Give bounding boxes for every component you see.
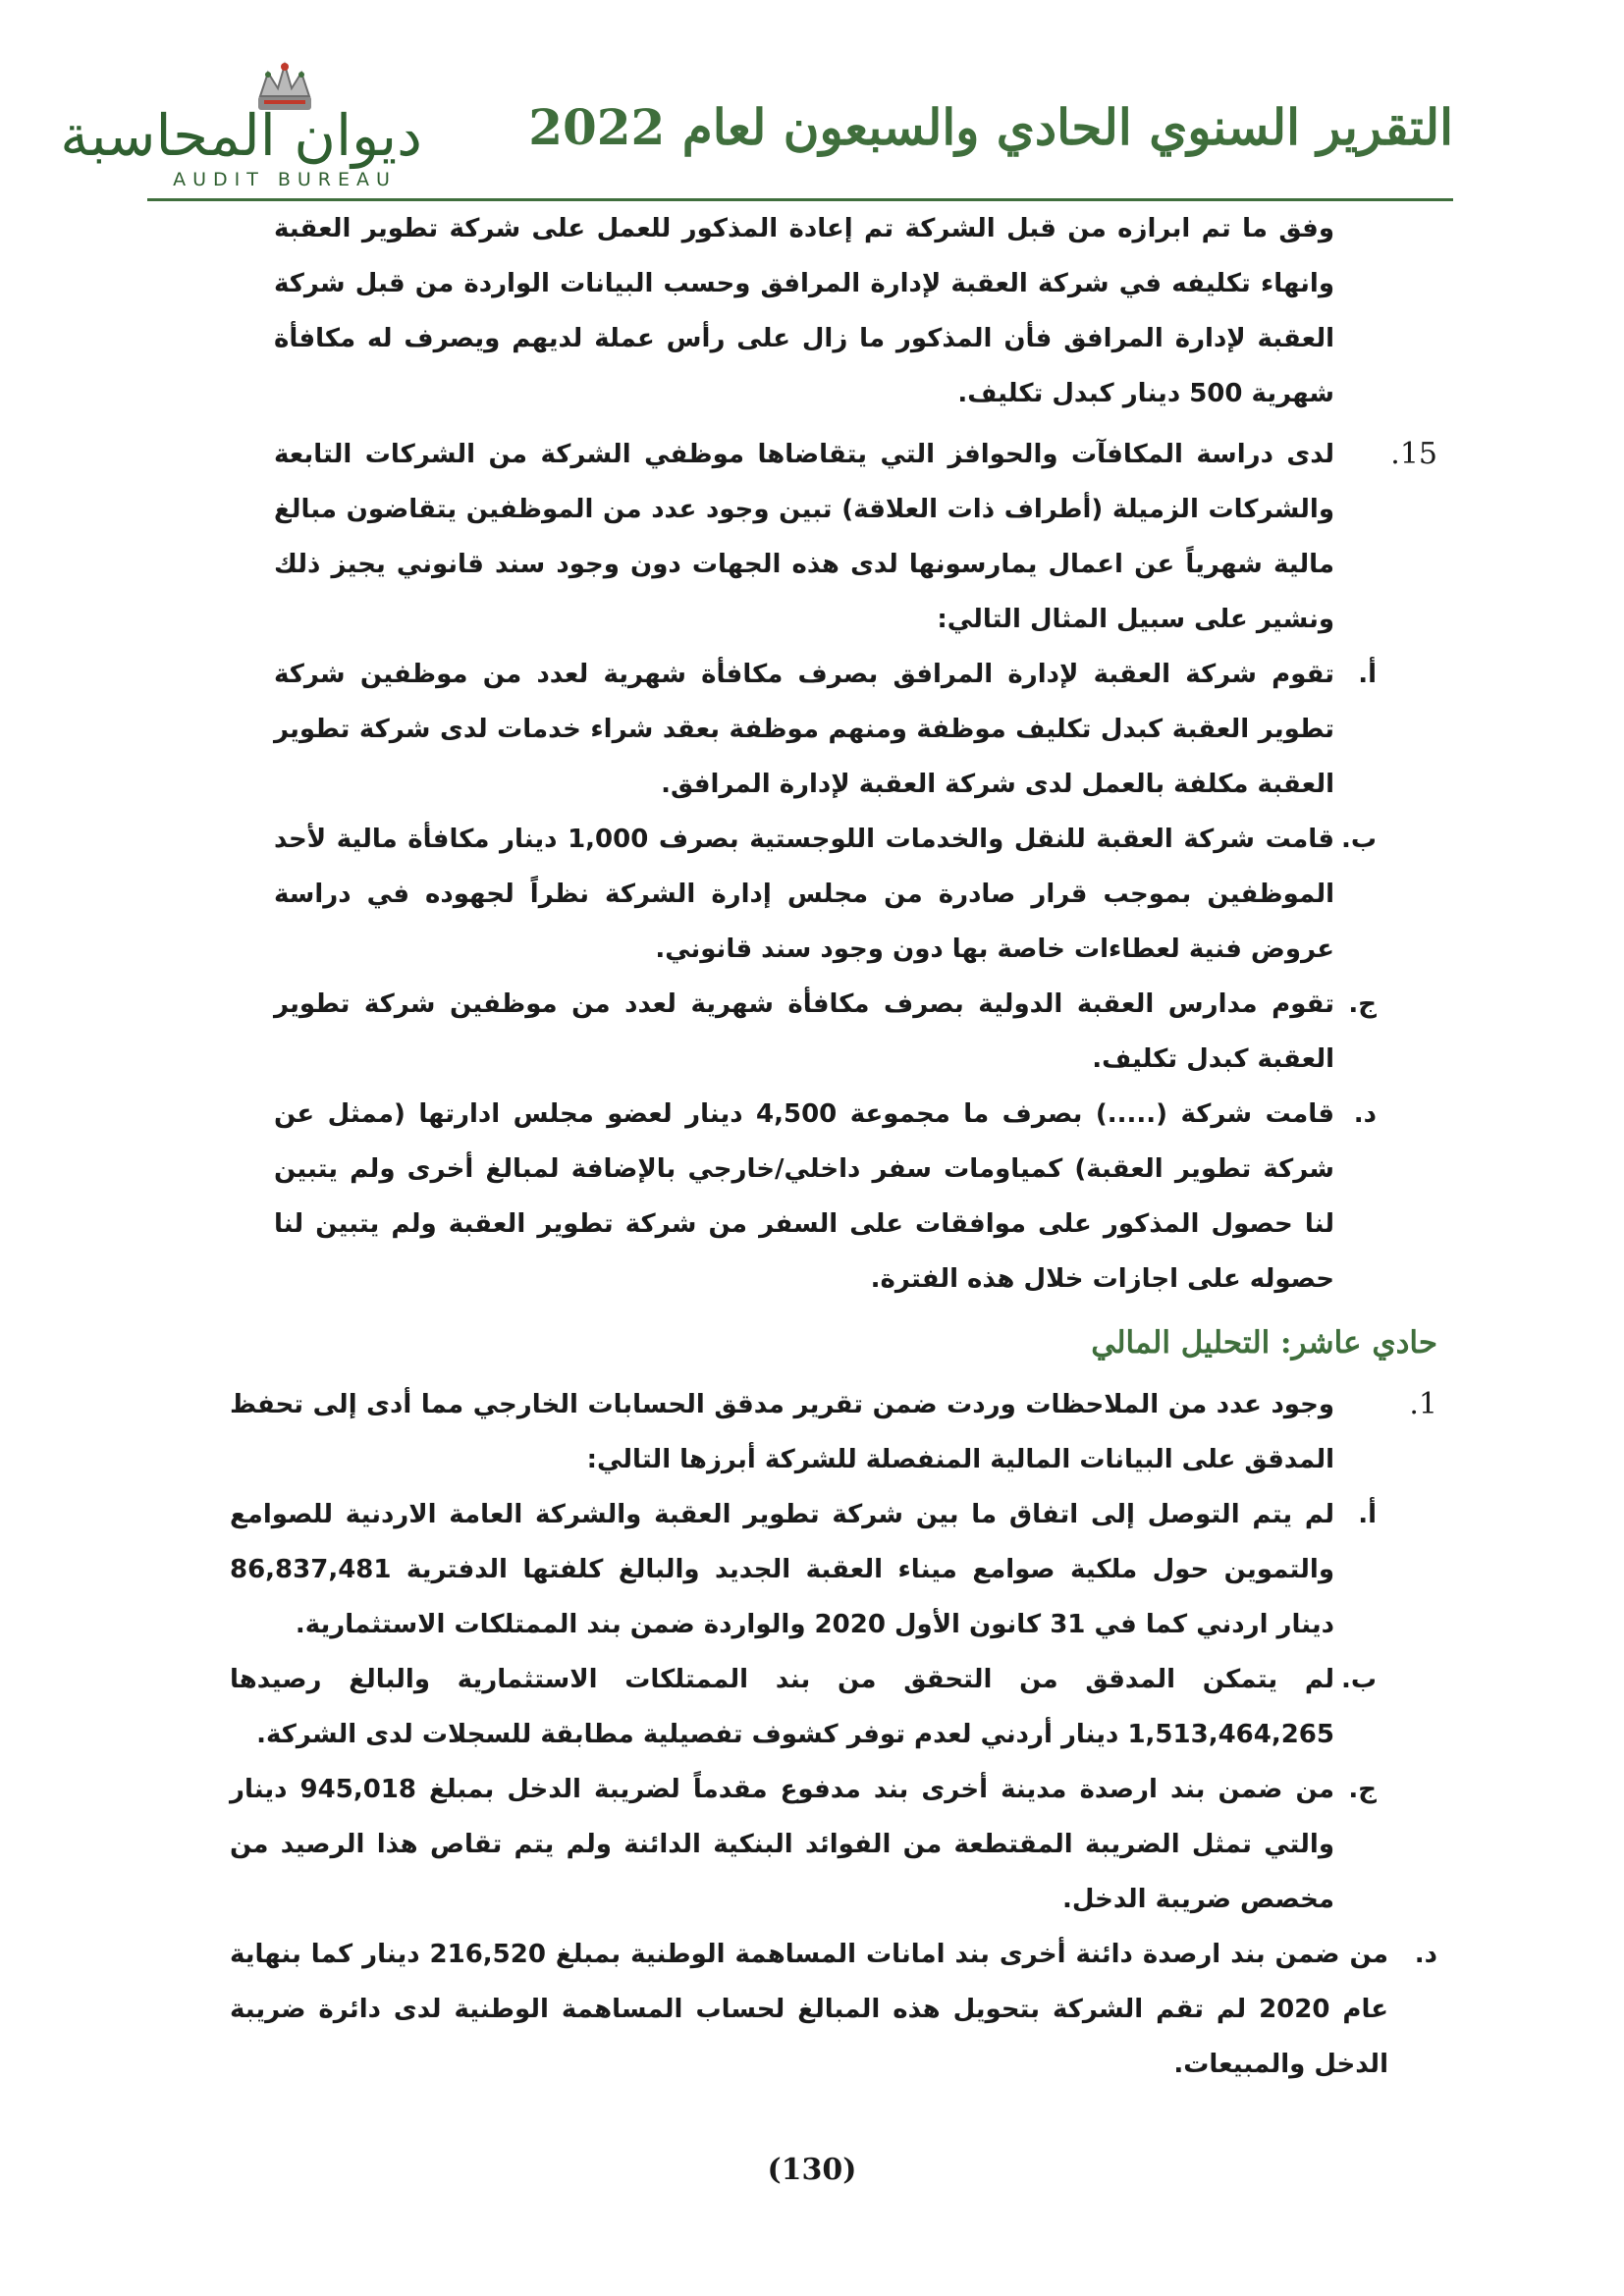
intro-paragraph: وفق ما تم ابرازه من قبل الشركة تم إعادة المذكور للعمل على شركة تطوير العقبة وانهاء تكليفه في شركة العقبة لإدارة المرافق وحسب البيانات الواردة من قبل شركة العقبة لإدارة المرافق فأن المذكور ما زال على رأس عملة لديهم ويصرف له مكافأة شهرية 500 دينار كبدل تكليف. xyxy=(274,214,1334,408)
sub-item-text: من ضمن بند ارصدة دائنة أخرى بند امانات المساهمة الوطنية بمبلغ 216,520 دينار كما بنهاية عام 2020 لم تقم الشركة بتحويل هذه المبالغ لحساب المساهمة الوطنية لدى دائرة ضريبة الدخل والمبيعات. xyxy=(230,1940,1388,2079)
sub-item-text: تقوم شركة العقبة لإدارة المرافق بصرف مكافأة شهرية لعدد من موظفين شركة تطوير العقبة كبدل تكليف موظفة ومنهم موظفة بعقد شراء خدمات لدى شركة تطوير العقبة مكلفة بالعمل لدى شركة العقبة لإدارة المرافق. xyxy=(274,660,1334,799)
list-item-15 xyxy=(181,427,1437,647)
list-item-1 xyxy=(181,1377,1437,1487)
sub-item-text: من ضمن بند ارصدة مدينة أخرى بند مدفوع مقدماً لضريبة الدخل بمبلغ 945,018 دينار والتي تمثل الضريبة المقتطعة من الفوائد البنكية الدائنة ولم يتم تقاص هذا الرصيد من مخصص ضريبة الدخل. xyxy=(230,1775,1334,1914)
sub-item-letter: ج. xyxy=(1348,989,1377,1019)
item-number: 1. xyxy=(1409,1387,1437,1421)
sub-item-letter: ب. xyxy=(1340,1665,1377,1694)
sub-item xyxy=(181,1652,1437,1762)
item-text: وجود عدد من الملاحظات وردت ضمن تقرير مدقق الحسابات الخارجي مما أدى إلى تحفظ المدقق على البيانات المالية المنفصلة للشركة أبرزها التالي: xyxy=(230,1390,1334,1474)
sub-item-letter: ب. xyxy=(1340,825,1377,854)
section-heading: حادي عاشر: التحليل المالي xyxy=(1091,1325,1437,1361)
sub-item xyxy=(181,647,1437,812)
sub-item-text: قامت شركة (.....) بصرف ما مجموعة 4,500 دينار لعضو مجلس ادارتها (ممثل عن شركة تطوير العقبة) كمياومات سفر داخلي/خارجي بالإضافة لمبالغ أخرى ولم يتبين لنا حصول المذكور على موافقات على السفر من شركة تطوير العقبة ولم يتبين لنا حصوله على اجازات خلال هذه الفترة. xyxy=(274,1099,1334,1294)
sub-item xyxy=(181,1762,1437,1927)
logo-latin-text: AUDIT BUREAU xyxy=(173,169,397,190)
sub-item-letter: د. xyxy=(1353,1099,1377,1129)
sub-item-letter: د. xyxy=(1414,1940,1437,1969)
page-number: (130) xyxy=(767,2153,857,2187)
sub-item-letter: أ. xyxy=(1358,660,1377,689)
sub-item-text: قامت شركة العقبة للنقل والخدمات اللوجستية بصرف 1,000 دينار مكافأة مالية لأحد الموظفين بموجب قرار صادرة من مجلس إدارة الشركة نظراً لجهوده في دراسة عروض فنية لعطاءات خاصة بها دون وجود سند قانوني. xyxy=(274,825,1334,964)
sub-item xyxy=(181,812,1437,977)
sub-item-letter: ج. xyxy=(1348,1775,1377,1804)
item-text: لدى دراسة المكافآت والحوافز التي يتقاضاها موظفي الشركة من الشركات التابعة والشركات الزميلة (أطراف ذات العلاقة) تبين وجود عدد من الموظفين يتقاضون مبالغ مالية شهرياً عن اعمال يمارسونها لدى هذه الجهات دون وجود سند قانوني يجيز ذلك ونشير على سبيل المثال التالي: xyxy=(274,440,1334,634)
sub-item-text: تقوم مدارس العقبة الدولية بصرف مكافأة شهرية لعدد من موظفين شركة تطوير العقبة كبدل تكليف. xyxy=(274,989,1334,1074)
audit-bureau-logo xyxy=(60,39,422,196)
report-title: التقرير السنوي الحادي والسبعون لعام 2022 xyxy=(528,98,1453,156)
document-body xyxy=(181,201,1437,2092)
page-header xyxy=(60,39,1453,196)
item-number: 15. xyxy=(1390,437,1437,471)
sub-item xyxy=(181,1087,1437,1307)
sub-item xyxy=(181,1927,1437,2092)
logo-arabic-text: ديوان المحاسبة xyxy=(60,102,422,169)
sub-item-text: لم يتم التوصل إلى اتفاق ما بين شركة تطوير العقبة والشركة العامة الاردنية للصوامع والتموين حول ملكية صوامع ميناء العقبة الجديد والبالغ كلفتها الدفترية 86,837,481 دينار اردني كما في 31 كانون الأول 2020 والواردة ضمن بند الممتلكات الاستثمارية. xyxy=(230,1500,1334,1639)
sub-item-letter: أ. xyxy=(1358,1500,1377,1529)
sub-item xyxy=(181,977,1437,1087)
sub-item xyxy=(181,1487,1437,1652)
sub-item-text: لم يتمكن المدقق من التحقق من بند الممتلكات الاستثمارية والبالغ رصيدها 1,513,464,265 دينار أردني لعدم توفر كشوف تفصيلية مطابقة للسجلات لدى الشركة. xyxy=(230,1665,1334,1749)
